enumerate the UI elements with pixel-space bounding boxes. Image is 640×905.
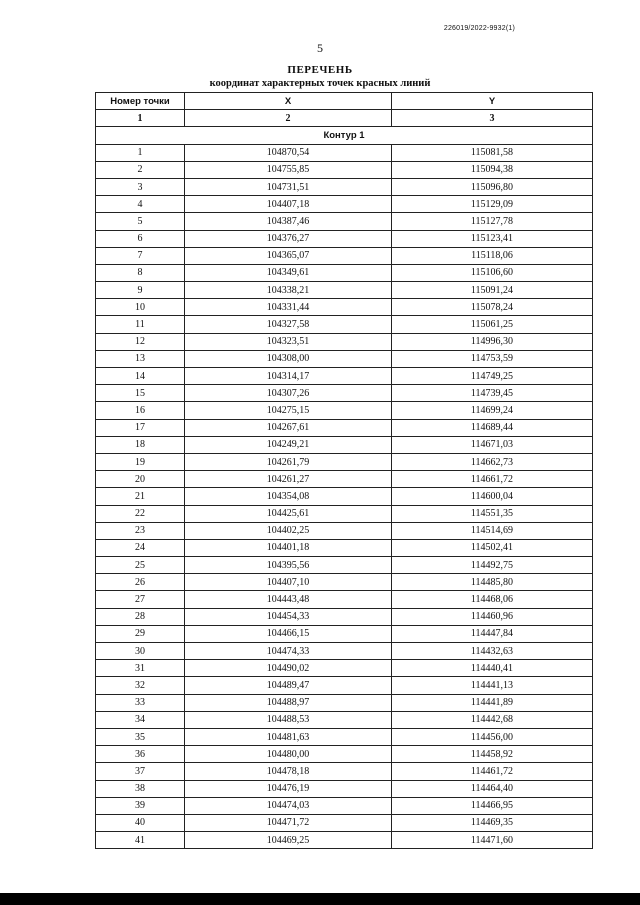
y-cell: 114469,35 xyxy=(392,814,593,831)
x-cell: 104476,19 xyxy=(185,780,392,797)
table-row xyxy=(96,144,593,161)
y-cell: 114514,69 xyxy=(392,522,593,539)
table-row xyxy=(96,522,593,539)
table-row xyxy=(96,213,593,230)
point-number-cell: 29 xyxy=(96,625,185,642)
x-cell: 104870,54 xyxy=(185,144,392,161)
point-number-cell: 1 xyxy=(96,144,185,161)
y-cell: 114502,41 xyxy=(392,539,593,556)
y-cell: 114440,41 xyxy=(392,660,593,677)
y-cell: 115091,24 xyxy=(392,282,593,299)
column-number: 2 xyxy=(185,110,392,127)
point-number-cell: 6 xyxy=(96,230,185,247)
point-number-cell: 31 xyxy=(96,660,185,677)
y-cell: 114460,96 xyxy=(392,608,593,625)
table-row xyxy=(96,505,593,522)
coordinates-table xyxy=(95,92,593,849)
table-row xyxy=(96,350,593,367)
table-row xyxy=(96,453,593,470)
header-point-number: Номер точки xyxy=(96,93,185,110)
table-row xyxy=(96,402,593,419)
point-number-cell: 27 xyxy=(96,591,185,608)
document-id: 226019/2022-9932(1) xyxy=(443,25,515,32)
table-row xyxy=(96,488,593,505)
table-row xyxy=(96,385,593,402)
point-number-cell: 32 xyxy=(96,677,185,694)
y-cell: 114662,73 xyxy=(392,453,593,470)
point-number-cell: 16 xyxy=(96,402,185,419)
x-cell: 104454,33 xyxy=(185,608,392,625)
x-cell: 104731,51 xyxy=(185,178,392,195)
point-number-cell: 3 xyxy=(96,178,185,195)
point-number-cell: 28 xyxy=(96,608,185,625)
table-row xyxy=(96,780,593,797)
point-number-cell: 41 xyxy=(96,832,185,849)
point-number-cell: 24 xyxy=(96,539,185,556)
y-cell: 114600,04 xyxy=(392,488,593,505)
y-cell: 114749,25 xyxy=(392,368,593,385)
y-cell: 114441,89 xyxy=(392,694,593,711)
x-cell: 104376,27 xyxy=(185,230,392,247)
x-cell: 104349,61 xyxy=(185,264,392,281)
point-number-cell: 25 xyxy=(96,557,185,574)
document-subtitle: координат характерных точек красных линий xyxy=(209,78,431,89)
column-number: 1 xyxy=(96,110,185,127)
x-cell: 104474,33 xyxy=(185,643,392,660)
table-row xyxy=(96,557,593,574)
x-cell: 104488,97 xyxy=(185,694,392,711)
table-row xyxy=(96,763,593,780)
x-cell: 104401,18 xyxy=(185,539,392,556)
table-row xyxy=(96,728,593,745)
table-row xyxy=(96,333,593,350)
x-cell: 104755,85 xyxy=(185,161,392,178)
point-number-cell: 15 xyxy=(96,385,185,402)
document-title: ПЕРЕЧЕНЬ xyxy=(287,64,353,76)
y-cell: 114468,06 xyxy=(392,591,593,608)
x-cell: 104474,03 xyxy=(185,797,392,814)
x-cell: 104480,00 xyxy=(185,746,392,763)
point-number-cell: 26 xyxy=(96,574,185,591)
x-cell: 104407,18 xyxy=(185,196,392,213)
table-row xyxy=(96,608,593,625)
table-row xyxy=(96,368,593,385)
y-cell: 115081,58 xyxy=(392,144,593,161)
table-row xyxy=(96,677,593,694)
table-row xyxy=(96,643,593,660)
x-cell: 104471,72 xyxy=(185,814,392,831)
x-cell: 104443,48 xyxy=(185,591,392,608)
x-cell: 104395,56 xyxy=(185,557,392,574)
point-number-cell: 37 xyxy=(96,763,185,780)
point-number-cell: 19 xyxy=(96,453,185,470)
table-row xyxy=(96,196,593,213)
table-row xyxy=(96,264,593,281)
y-cell: 115094,38 xyxy=(392,161,593,178)
table-row xyxy=(96,797,593,814)
x-cell: 104261,27 xyxy=(185,471,392,488)
point-number-cell: 22 xyxy=(96,505,185,522)
x-cell: 104307,26 xyxy=(185,385,392,402)
point-number-cell: 18 xyxy=(96,436,185,453)
y-cell: 115061,25 xyxy=(392,316,593,333)
table-row xyxy=(96,591,593,608)
point-number-cell: 20 xyxy=(96,471,185,488)
x-cell: 104489,47 xyxy=(185,677,392,694)
section-label: Контур 1 xyxy=(96,127,593,144)
y-cell: 114471,60 xyxy=(392,832,593,849)
y-cell: 114466,95 xyxy=(392,797,593,814)
y-cell: 115129,09 xyxy=(392,196,593,213)
point-number-cell: 5 xyxy=(96,213,185,230)
point-number-cell: 40 xyxy=(96,814,185,831)
x-cell: 104331,44 xyxy=(185,299,392,316)
table-header-row xyxy=(96,93,593,110)
point-number-cell: 12 xyxy=(96,333,185,350)
point-number-cell: 10 xyxy=(96,299,185,316)
table-row xyxy=(96,316,593,333)
scan-border xyxy=(0,893,640,905)
header-x: X xyxy=(185,93,392,110)
x-cell: 104387,46 xyxy=(185,213,392,230)
x-cell: 104407,10 xyxy=(185,574,392,591)
table-row xyxy=(96,746,593,763)
x-cell: 104338,21 xyxy=(185,282,392,299)
y-cell: 114671,03 xyxy=(392,436,593,453)
table-row xyxy=(96,574,593,591)
y-cell: 114458,92 xyxy=(392,746,593,763)
point-number-cell: 2 xyxy=(96,161,185,178)
y-cell: 114739,45 xyxy=(392,385,593,402)
y-cell: 114996,30 xyxy=(392,333,593,350)
point-number-cell: 17 xyxy=(96,419,185,436)
x-cell: 104354,08 xyxy=(185,488,392,505)
table-row xyxy=(96,247,593,264)
column-number: 3 xyxy=(392,110,593,127)
y-cell: 114447,84 xyxy=(392,625,593,642)
x-cell: 104425,61 xyxy=(185,505,392,522)
table-row xyxy=(96,625,593,642)
y-cell: 115118,06 xyxy=(392,247,593,264)
y-cell: 114699,24 xyxy=(392,402,593,419)
section-row xyxy=(96,127,593,144)
table-row xyxy=(96,539,593,556)
x-cell: 104402,25 xyxy=(185,522,392,539)
x-cell: 104249,21 xyxy=(185,436,392,453)
header-y: Y xyxy=(392,93,593,110)
table-row xyxy=(96,711,593,728)
y-cell: 114432,63 xyxy=(392,643,593,660)
table-row xyxy=(96,299,593,316)
table-row xyxy=(96,832,593,849)
y-cell: 114492,75 xyxy=(392,557,593,574)
y-cell: 114461,72 xyxy=(392,763,593,780)
point-number-cell: 9 xyxy=(96,282,185,299)
x-cell: 104365,07 xyxy=(185,247,392,264)
y-cell: 115123,41 xyxy=(392,230,593,247)
page-number: 5 xyxy=(317,41,323,55)
x-cell: 104481,63 xyxy=(185,728,392,745)
table-row xyxy=(96,419,593,436)
table-row xyxy=(96,471,593,488)
x-cell: 104308,00 xyxy=(185,350,392,367)
point-number-cell: 39 xyxy=(96,797,185,814)
point-number-cell: 4 xyxy=(96,196,185,213)
x-cell: 104323,51 xyxy=(185,333,392,350)
point-number-cell: 11 xyxy=(96,316,185,333)
y-cell: 115127,78 xyxy=(392,213,593,230)
point-number-cell: 14 xyxy=(96,368,185,385)
y-cell: 114456,00 xyxy=(392,728,593,745)
x-cell: 104466,15 xyxy=(185,625,392,642)
y-cell: 114689,44 xyxy=(392,419,593,436)
x-cell: 104327,58 xyxy=(185,316,392,333)
x-cell: 104275,15 xyxy=(185,402,392,419)
point-number-cell: 34 xyxy=(96,711,185,728)
x-cell: 104469,25 xyxy=(185,832,392,849)
x-cell: 104488,53 xyxy=(185,711,392,728)
y-cell: 114442,68 xyxy=(392,711,593,728)
table-row xyxy=(96,282,593,299)
table-row xyxy=(96,694,593,711)
point-number-cell: 23 xyxy=(96,522,185,539)
y-cell: 115106,60 xyxy=(392,264,593,281)
point-number-cell: 30 xyxy=(96,643,185,660)
y-cell: 115078,24 xyxy=(392,299,593,316)
point-number-cell: 33 xyxy=(96,694,185,711)
table-row xyxy=(96,436,593,453)
x-cell: 104490,02 xyxy=(185,660,392,677)
point-number-cell: 13 xyxy=(96,350,185,367)
y-cell: 114661,72 xyxy=(392,471,593,488)
point-number-cell: 8 xyxy=(96,264,185,281)
table-row xyxy=(96,814,593,831)
point-number-cell: 35 xyxy=(96,728,185,745)
y-cell: 114551,35 xyxy=(392,505,593,522)
table-row xyxy=(96,178,593,195)
x-cell: 104314,17 xyxy=(185,368,392,385)
y-cell: 115096,80 xyxy=(392,178,593,195)
y-cell: 114753,59 xyxy=(392,350,593,367)
x-cell: 104261,79 xyxy=(185,453,392,470)
table-row xyxy=(96,660,593,677)
table-body xyxy=(96,110,593,849)
x-cell: 104478,18 xyxy=(185,763,392,780)
y-cell: 114464,40 xyxy=(392,780,593,797)
table-row xyxy=(96,161,593,178)
point-number-cell: 21 xyxy=(96,488,185,505)
x-cell: 104267,61 xyxy=(185,419,392,436)
y-cell: 114441,13 xyxy=(392,677,593,694)
point-number-cell: 36 xyxy=(96,746,185,763)
table-row xyxy=(96,230,593,247)
y-cell: 114485,80 xyxy=(392,574,593,591)
point-number-cell: 38 xyxy=(96,780,185,797)
point-number-cell: 7 xyxy=(96,247,185,264)
column-number-row xyxy=(96,110,593,127)
